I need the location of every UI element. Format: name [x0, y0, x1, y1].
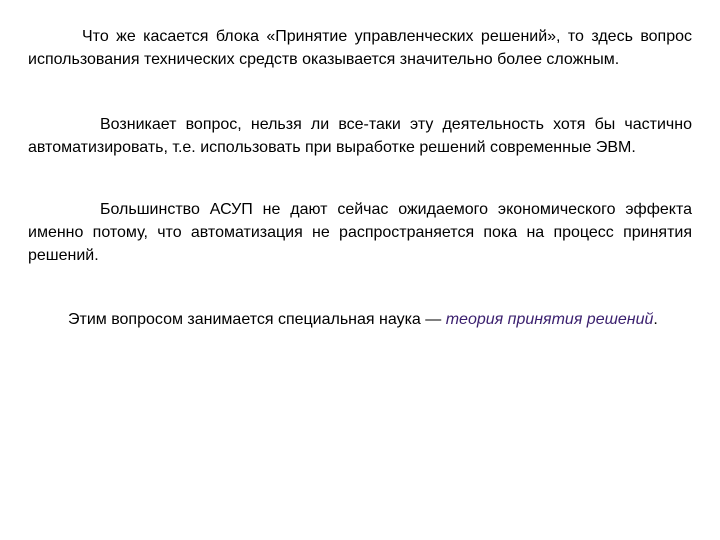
decision-theory-term: теория принятия решений: [445, 311, 654, 328]
paragraph-asup-effect: Большинство АСУП не дают сейчас ожидаемого экономического эффекта именно потому, что автоматизация не распространяется пока на процесс принятия решений.: [28, 201, 692, 264]
decision-theory-end: .: [653, 311, 658, 328]
paragraph-decision-theory: [28, 308, 692, 331]
paragraph-decision-blocks: Что же касается блока «Принятие управленческих решений», то здесь вопрос использования технических средств оказывается значительно более сложным.: [28, 28, 692, 68]
paragraph-automation-question: Возникает вопрос, нельзя ли все-таки эту деятельность хотя бы частично автоматизировать, т.е. использовать при выработке решений современные ЭВМ.: [28, 116, 692, 156]
decision-theory-lead: Этим вопросом занимается специальная наука —: [68, 311, 446, 328]
